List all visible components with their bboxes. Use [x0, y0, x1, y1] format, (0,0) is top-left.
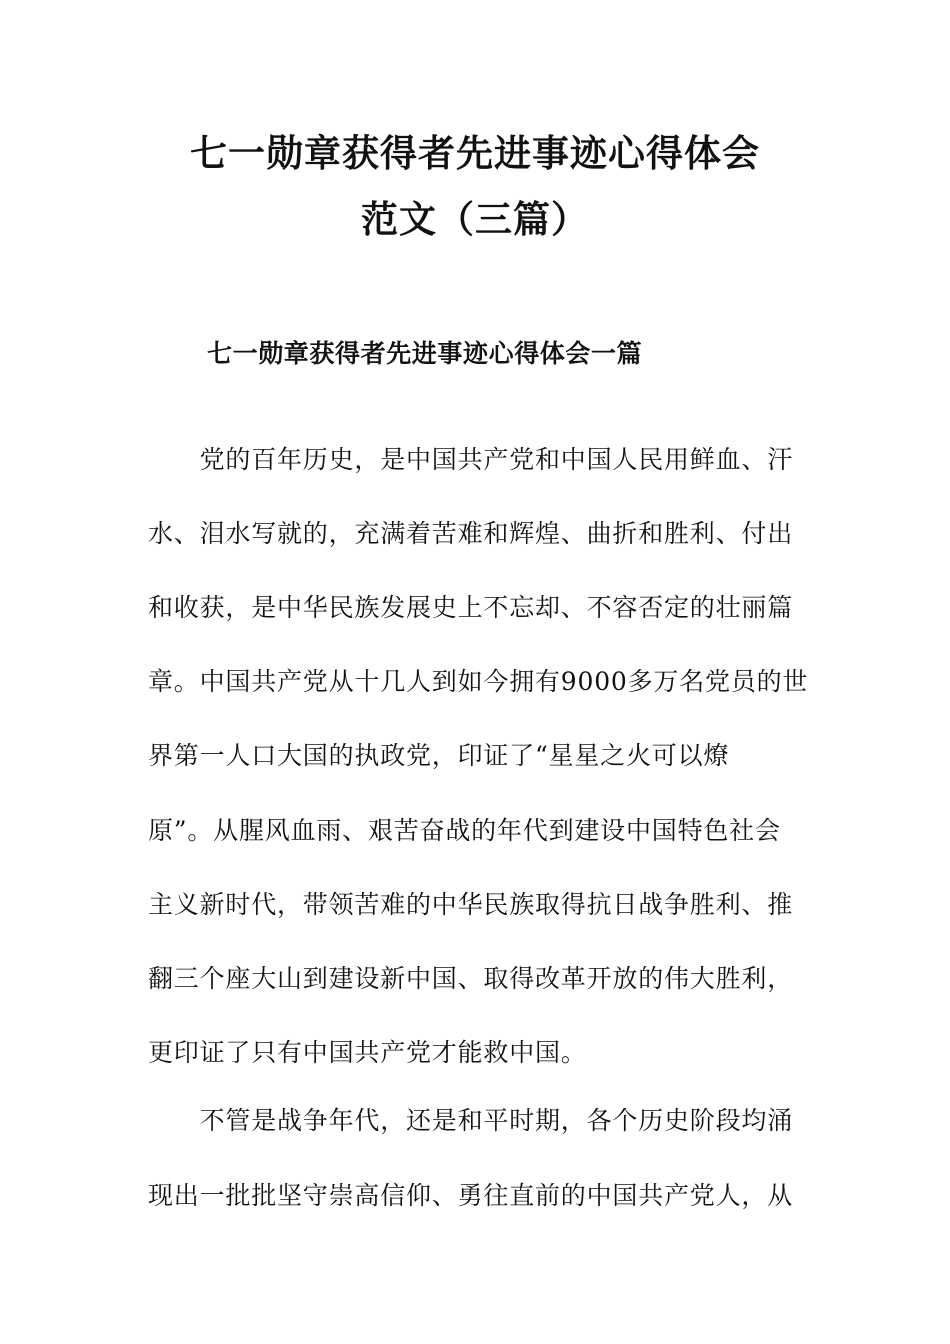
section-heading: 七一勋章获得者先进事迹心得体会一篇: [207, 339, 643, 368]
document-title-line-2: 范文（三篇）: [361, 197, 589, 241]
paragraph-line: 更印证了只有中国共产党才能救中国。: [148, 1038, 587, 1067]
paragraph-line: 界第一人口大国的执政党，印证了“星星之火可以燎: [148, 741, 730, 770]
document-title-line-1: 七一勋章获得者先进事迹心得体会: [190, 131, 760, 175]
paragraph-line: 翻三个座大山到建设新中国、取得改革开放的伟大胜利，: [148, 964, 794, 993]
paragraph-line: 主义新时代，带领苦难的中华民族取得抗日战争胜利、推: [148, 890, 794, 919]
paragraph-line: 原”。从腥风血雨、艰苦奋战的年代到建设中国特色社会: [148, 816, 781, 845]
paragraph-line: 和收获，是中华民族发展史上不忘却、不容否定的壮丽篇: [148, 593, 794, 622]
paragraph-line: 水、泪水写就的，充满着苦难和辉煌、曲折和胜利、付出: [148, 519, 794, 548]
paragraph-line: 章。中国共产党从十几人到如今拥有9000多万名党员的世: [148, 667, 809, 696]
paragraph-line: 现出一批批坚守崇高信仰、勇往直前的中国共产党人，从: [148, 1181, 794, 1210]
paragraph-line: 党的百年历史，是中国共产党和中国人民用鲜血、汗: [148, 445, 794, 474]
paragraph-line: 不管是战争年代，还是和平时期，各个历史阶段均涌: [148, 1106, 794, 1135]
